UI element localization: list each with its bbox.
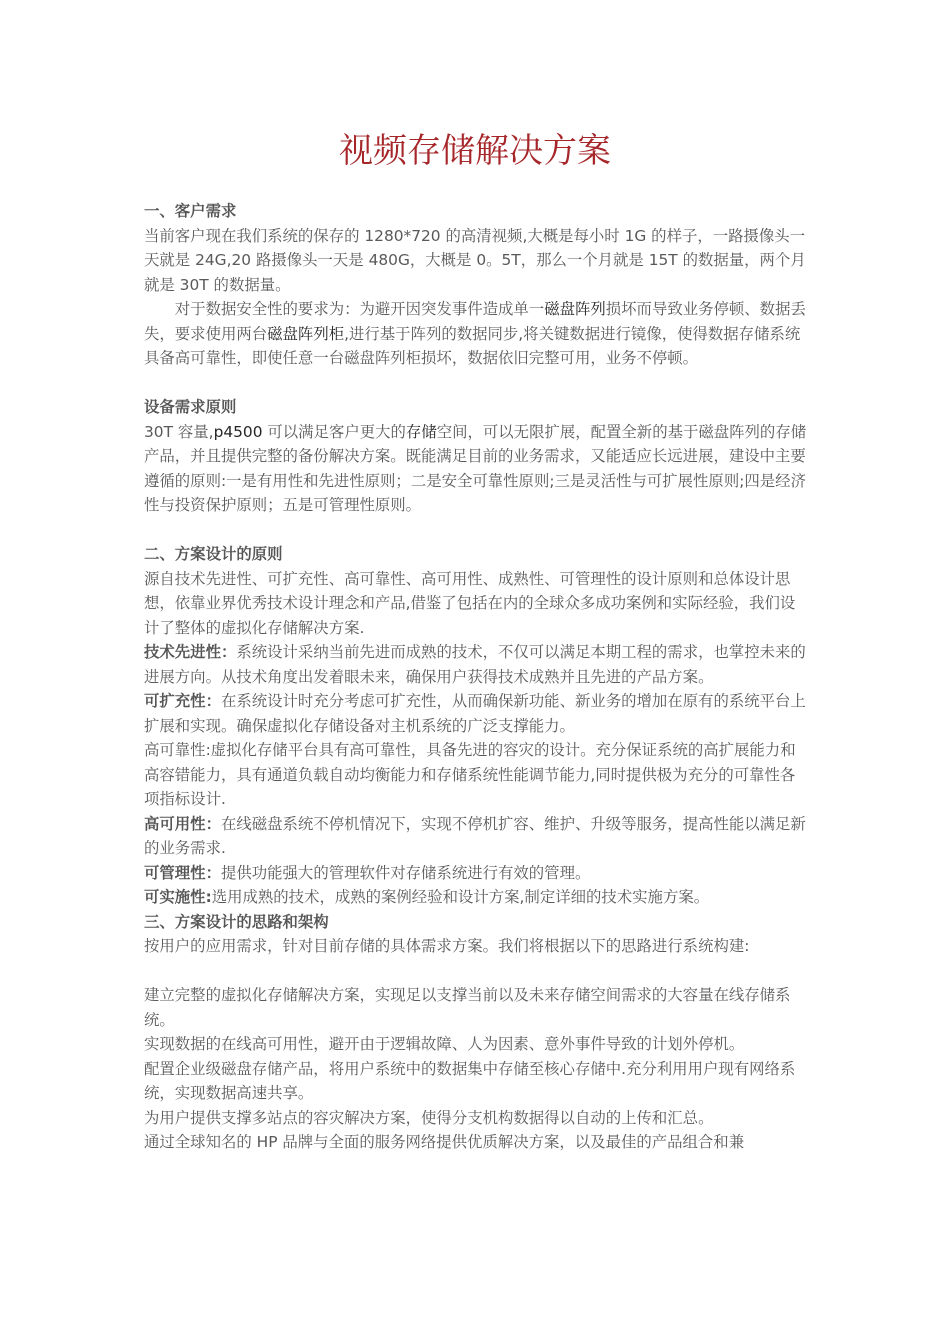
paragraph-design-intro: 源自技术先进性、可扩充性、高可靠性、高可用性、成熟性、可管理性的设计原则和总体设计思想，依靠业界优秀技术设计理念和产品,借鉴了包括在内的全球众多成功案例和实际经验，我们设计了整体的虚拟化存储解决方案. — [144, 569, 796, 637]
section-heading-design-principles: 二、方案设计的原则 — [144, 545, 283, 563]
principle-item — [144, 861, 810, 886]
principle-text: 提供功能强大的管理软件对存储系统进行有效的管理。 — [220, 863, 591, 882]
principle-text: 选用成熟的技术，成熟的案例经验和设计方案,制定详细的技术实施方案。 — [211, 888, 710, 906]
document-body — [144, 199, 810, 1155]
principle-item — [144, 640, 810, 689]
principle-item — [144, 812, 810, 861]
approach-item: 建立完整的虚拟化存储解决方案，实现足以支撑当前以及未来存储空间需求的大容量在线存储系统。 — [144, 986, 791, 1029]
text-run: ,进行基于阵列的数据同步,将关键数据进行镜像，使得数据存储系统具备高可靠性，即使任意一台磁盘阵列柜损坏，数据依旧完整可用，业务不停顿。 — [144, 324, 801, 367]
term-disk-array-cabinet: 磁盘阵列柜 — [267, 324, 345, 343]
principle-label: 可管理性： — [144, 863, 221, 882]
section-heading-design-approach: 三、方案设计的思路和架构 — [144, 912, 329, 931]
approach-item: 配置企业级磁盘存储产品，将用户系统中的数据集中存储至核心存储中.充分利用用户现有网络系统，实现数据高速共享。 — [144, 1059, 796, 1102]
spacer — [144, 959, 810, 984]
approach-item: 为用户提供支撑多站点的容灾解决方案，使得分支机构数据得以自动的上传和汇总。 — [144, 1108, 714, 1127]
spacer — [144, 518, 810, 543]
paragraph-data-security — [144, 297, 810, 371]
principle-item — [144, 689, 810, 738]
principle-label: 高可用性： — [144, 814, 221, 833]
paragraph-equipment-principles — [144, 420, 810, 518]
approach-item: 通过全球知名的 HP 品牌与全面的服务网络提供优质解决方案，以及最佳的产品组合和兼 — [144, 1133, 745, 1151]
principle-text: 在线磁盘系统不停机情况下，实现不停机扩容、维护、升级等服务，提高性能以满足新的业务需求. — [144, 814, 806, 857]
text-run: 空间，可以无限扩展，配置全新的基于磁盘阵列的存储产品，并且提供完整的备份解决方案。既能满足目前的业务需求，又能适应长远进展，建设中主要遵循的原则:一是有用性和先进性原则；二是安全可靠性原则;三是灵活性与可扩展性原则;四是经济性与投资保护原则；五是可管理性原则。 — [144, 422, 807, 514]
paragraph-video-volume: 当前客户现在我们系统的保存的 1280*720 的高清视频,大概是每小时 1G 的样子，一路摄像头一天就是 24G,20 路摄像头一天是 480G，大概是 0。5T，那么一个月就是 15T 的数据量，两个月就是 30T 的数据量。 — [144, 226, 806, 294]
section-heading-requirements: 一、客户需求 — [144, 202, 237, 220]
principle-label: 可扩充性： — [144, 692, 221, 710]
text-run: 30T 容量, — [144, 422, 214, 441]
spacer — [144, 371, 810, 396]
principle-text: 在系统设计时充分考虑可扩充性，从而确保新功能、新业务的增加在原有的系统平台上扩展和实现。确保虚拟化存储设备对主机系统的广泛支撑能力。 — [144, 692, 806, 735]
page-title: 视频存储解决方案 — [339, 131, 611, 171]
principle-item — [144, 738, 810, 812]
approach-item: 实现数据的在线高可用性，避开由于逻辑故障、人为因素、意外事件导致的计划外停机。 — [144, 1035, 745, 1053]
term-p4500: p4500 — [213, 422, 263, 441]
section-heading-equipment-principles: 设备需求原则 — [144, 398, 237, 416]
paragraph-approach-intro: 按用户的应用需求，针对目前存储的具体需求方案。我们将根据以下的思路进行系统构建: — [144, 937, 750, 955]
text-run: 可以满足客户更大的 — [262, 422, 406, 441]
principle-text: 系统设计采纳当前先进而成熟的技术，不仅可以满足本期工程的需求，也掌控未来的进展方向。从技术角度出发着眼未来，确保用户获得技术成熟并且先进的产品方案。 — [144, 643, 806, 686]
text-run: 对于数据安全性的要求为：为避开因突发事件造成单一 — [174, 300, 545, 318]
text-run: 损坏而导致业务停顿、数据丢失，要求使用两台 — [144, 300, 806, 343]
principle-text: 高可靠性:虚拟化存储平台具有高可靠性，具备先进的容灾的设计。充分保证系统的高扩展能力和高容错能力，具有通道负载自动均衡能力和存储系统性能调节能力,同时提供极为充分的可靠性各项指标设计. — [144, 741, 796, 808]
term-disk-array: 磁盘阵列 — [544, 300, 606, 318]
principle-label: 可实施性: — [144, 888, 212, 906]
principle-label: 技术先进性： — [144, 643, 237, 661]
principle-item — [144, 885, 810, 910]
term-storage: 存储 — [405, 422, 437, 441]
